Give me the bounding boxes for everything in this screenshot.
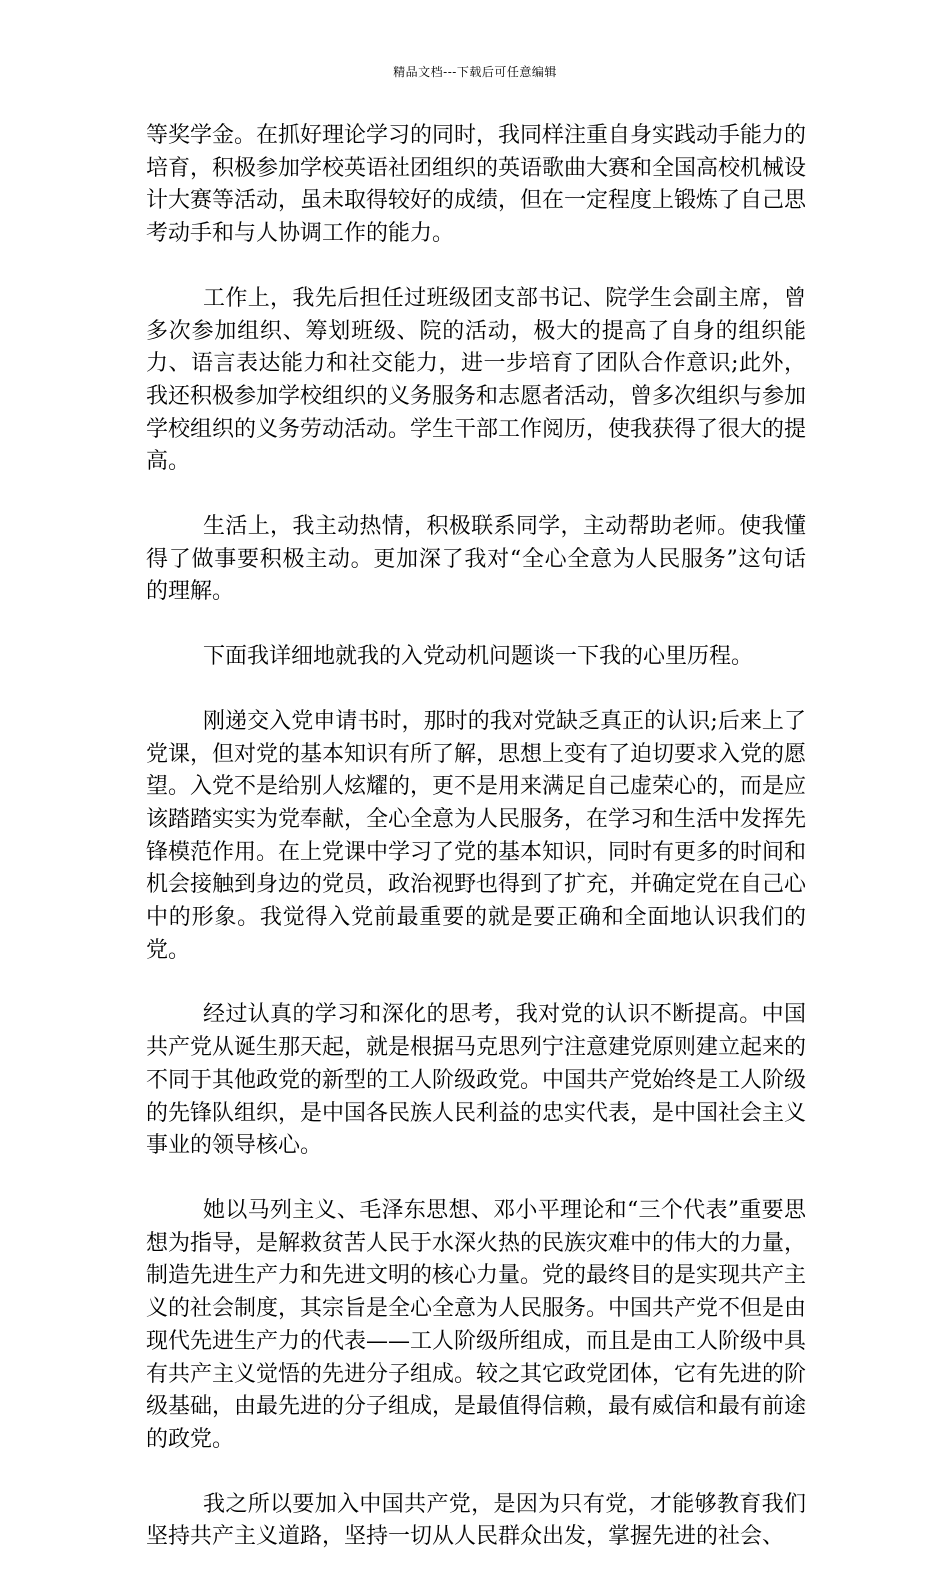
page-header: 精品文档---下载后可任意编辑 (393, 65, 557, 79)
paragraph-8: 我之所以要加入中国共产党，是因为只有党，才能够教育我们坚持共产主义道路，坚持一切从人民群众出发，掌握先进的社会、 (146, 1491, 806, 1550)
document-body (146, 120, 806, 1586)
paragraph-6: 经过认真的学习和深化的思考，我对党的认识不断提高。中国共产党从诞生那天起，就是根据马克思列宁注意建党原则建立起来的不同于其他政党的新型的工人阶级政党。中国共产党始终是工人阶级的先锋队组织，是中国各民族人民利益的忠实代表，是中国社会主义事业的领导核心。 (146, 1002, 807, 1159)
paragraph-5: 刚递交入党申请书时，那时的我对党缺乏真正的认识;后来上了党课，但对党的基本知识有所了解，思想上变有了迫切要求入党的愿望。入党不是给别人炫耀的，更不是用来满足自己虚荣心的，而是应该踏踏实实为党奉献，全心全意为人民服务，在学习和生活中发挥先锋模范作用。在上党课中学习了党的基本知识，同时有更多的时间和机会接触到身边的党员，政治视野也得到了扩充，并确定党在自己心中的形象。我觉得入党前最重要的就是要正确和全面地认识我们的党。 (146, 708, 807, 963)
paragraph-3: 生活上，我主动热情，积极联系同学，主动帮助老师。使我懂得了做事要积极主动。更加深了我对“全心全意为人民服务”这句话的理解。 (146, 514, 806, 605)
paragraph-4: 下面我详细地就我的入党动机问题谈一下我的心里历程。 (203, 644, 754, 670)
paragraph-1: 等奖学金。在抓好理论学习的同时，我同样注重自身实践动手能力的培育，积极参加学校英语社团组织的英语歌曲大赛和全国高校机械设计大赛等活动，虽未取得较好的成绩，但在一定程度上锻炼了自己思考动手和与人协调工作的能力。 (146, 123, 807, 247)
paragraph-7: 她以马列主义、毛泽东思想、邓小平理论和“三个代表”重要思想为指导，是解救贫苦人民于水深火热的民族灾难中的伟大的力量，制造先进生产力和先进文明的核心力量。党的最终目的是实现共产主义的社会制度，其宗旨是全心全意为人民服务。中国共产党不但是由现代先进生产力的代表——工人阶级所组成，而且是由工人阶级中具有共产主义觉悟的先进分子组成。较之其它政党团体，它有先进的阶级基础，由最先进的分子组成，是最值得信赖，最有威信和最有前途的政党。 (146, 1197, 807, 1452)
paragraph-2: 工作上，我先后担任过班级团支部书记、院学生会副主席，曾多次参加组织、筹划班级、院的活动，极大的提高了自身的组织能力、语言表达能力和社交能力，进一步培育了团队合作意识;此外，我还积极参加学校组织的义务服务和志愿者活动，曾多次组织与参加学校组织的义务劳动活动。学生干部工作阅历，使我获得了很大的提高。 (146, 285, 807, 475)
